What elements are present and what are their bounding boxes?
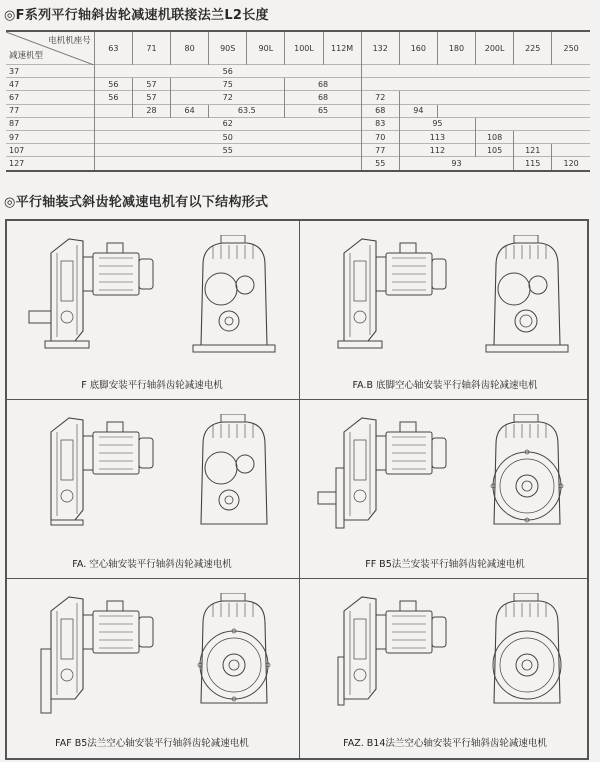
- l2-value-cell: 57: [132, 78, 170, 91]
- table-row: [6, 157, 590, 171]
- l2-value-cell: [399, 91, 590, 104]
- end-view-drawing: [476, 593, 576, 725]
- l2-value-cell: [437, 104, 590, 117]
- l2-value-cell: [476, 117, 590, 130]
- motor-frame-header: 电机机座号: [48, 36, 91, 46]
- column-header: 200L: [476, 31, 514, 65]
- end-view-drawing: [183, 235, 283, 367]
- reducer-model-cell: 67: [6, 91, 94, 104]
- panel-caption: FA.B 底脚空心轴安装平行轴斜齿轮减速电机: [352, 380, 538, 391]
- panel-faf: [7, 579, 297, 757]
- l2-value-cell: 65: [285, 104, 361, 117]
- column-header: 160: [399, 31, 437, 65]
- panel-fab: [300, 221, 590, 399]
- section-subtitle: ◎平行轴装式斜齿轮减速电机有以下结构形式: [4, 195, 269, 210]
- l2-value-cell: 115: [514, 157, 552, 171]
- side-view-drawing: [316, 410, 456, 550]
- l2-value-cell: 55: [94, 144, 361, 157]
- l2-value-cell: 57: [132, 91, 170, 104]
- panel-caption: F 底脚安装平行轴斜齿轮减速电机: [81, 380, 223, 391]
- panel-ff: [300, 400, 590, 578]
- l2-value-cell: 28: [132, 104, 170, 117]
- end-view-drawing: [183, 593, 283, 725]
- l2-value-cell: 112: [399, 144, 475, 157]
- side-view-drawing: [23, 410, 163, 550]
- l2-value-cell: 113: [399, 130, 475, 143]
- column-header: 71: [132, 31, 170, 65]
- column-header: 250: [552, 31, 590, 65]
- l2-value-cell: 93: [399, 157, 513, 171]
- l2-value-cell: [94, 104, 132, 117]
- panel-caption: FAF B5法兰空心轴安装平行轴斜齿轮减速电机: [55, 738, 249, 749]
- table-row: [6, 130, 590, 143]
- l2-value-cell: 120: [552, 157, 590, 171]
- l2-value-cell: 121: [514, 144, 552, 157]
- l2-value-cell: 64: [171, 104, 209, 117]
- l2-value-cell: 56: [94, 78, 132, 91]
- l2-value-cell: 77: [361, 144, 399, 157]
- column-header: 90L: [247, 31, 285, 65]
- l2-value-cell: 95: [399, 117, 475, 130]
- l2-value-cell: 55: [361, 157, 399, 171]
- table-corner-header: [6, 31, 94, 65]
- l2-value-cell: 68: [285, 91, 361, 104]
- table-row: [6, 144, 590, 157]
- l2-value-cell: 62: [94, 117, 361, 130]
- l2-value-cell: 68: [285, 78, 361, 91]
- column-header: 100L: [285, 31, 323, 65]
- l2-value-cell: [94, 157, 361, 171]
- l2-length-table: [6, 30, 590, 172]
- l2-value-cell: 72: [171, 91, 285, 104]
- table-title: ◎F系列平行轴斜齿轮减速机联接法兰L2长度: [4, 8, 269, 23]
- reducer-model-header: 减速机型: [9, 51, 44, 61]
- reducer-model-cell: 77: [6, 104, 94, 117]
- l2-value-cell: 63.5: [209, 104, 285, 117]
- table-row: [6, 91, 590, 104]
- panel-caption: FF B5法兰安装平行轴斜齿轮减速电机: [365, 559, 525, 570]
- column-header: 180: [437, 31, 475, 65]
- l2-value-cell: 72: [361, 91, 399, 104]
- l2-value-cell: 94: [399, 104, 437, 117]
- column-header: 112M: [323, 31, 361, 65]
- l2-value-cell: 70: [361, 130, 399, 143]
- panel-caption: FA. 空心轴安装平行轴斜齿轮减速电机: [72, 559, 232, 570]
- l2-value-cell: 108: [476, 130, 514, 143]
- panel-caption: FAZ. B14法兰空心轴安装平行轴斜齿轮减速电机: [343, 738, 547, 749]
- end-view-drawing: [183, 414, 283, 546]
- column-header: 63: [94, 31, 132, 65]
- l2-value-cell: 75: [171, 78, 285, 91]
- reducer-model-cell: 87: [6, 117, 94, 130]
- l2-value-cell: 50: [94, 130, 361, 143]
- column-header: 132: [361, 31, 399, 65]
- table-row: [6, 104, 590, 117]
- panel-f: [7, 221, 297, 399]
- panel-faz: [300, 579, 590, 757]
- side-view-drawing: [316, 589, 456, 729]
- l2-value-cell: 105: [476, 144, 514, 157]
- reducer-model-cell: 127: [6, 157, 94, 171]
- reducer-model-cell: 97: [6, 130, 94, 143]
- panel-fa: [7, 400, 297, 578]
- l2-value-cell: [514, 130, 590, 143]
- mounting-diagram-grid: [5, 219, 589, 760]
- side-view-drawing: [23, 231, 163, 371]
- table-row: [6, 78, 590, 91]
- table-header-row: [6, 31, 590, 65]
- l2-value-cell: 68: [361, 104, 399, 117]
- reducer-model-cell: 107: [6, 144, 94, 157]
- column-header: 90S: [209, 31, 247, 65]
- end-view-drawing: [476, 235, 576, 367]
- l2-value-cell: 56: [94, 65, 361, 78]
- l2-value-cell: 56: [94, 91, 132, 104]
- side-view-drawing: [23, 589, 163, 729]
- table-row: [6, 65, 590, 78]
- end-view-drawing: [476, 414, 576, 546]
- l2-value-cell: [361, 78, 590, 91]
- side-view-drawing: [316, 231, 456, 371]
- table-row: [6, 117, 590, 130]
- l2-value-cell: [361, 65, 590, 78]
- reducer-model-cell: 47: [6, 78, 94, 91]
- l2-value-cell: [552, 144, 590, 157]
- l2-value-cell: 83: [361, 117, 399, 130]
- column-header: 80: [171, 31, 209, 65]
- column-header: 225: [514, 31, 552, 65]
- reducer-model-cell: 37: [6, 65, 94, 78]
